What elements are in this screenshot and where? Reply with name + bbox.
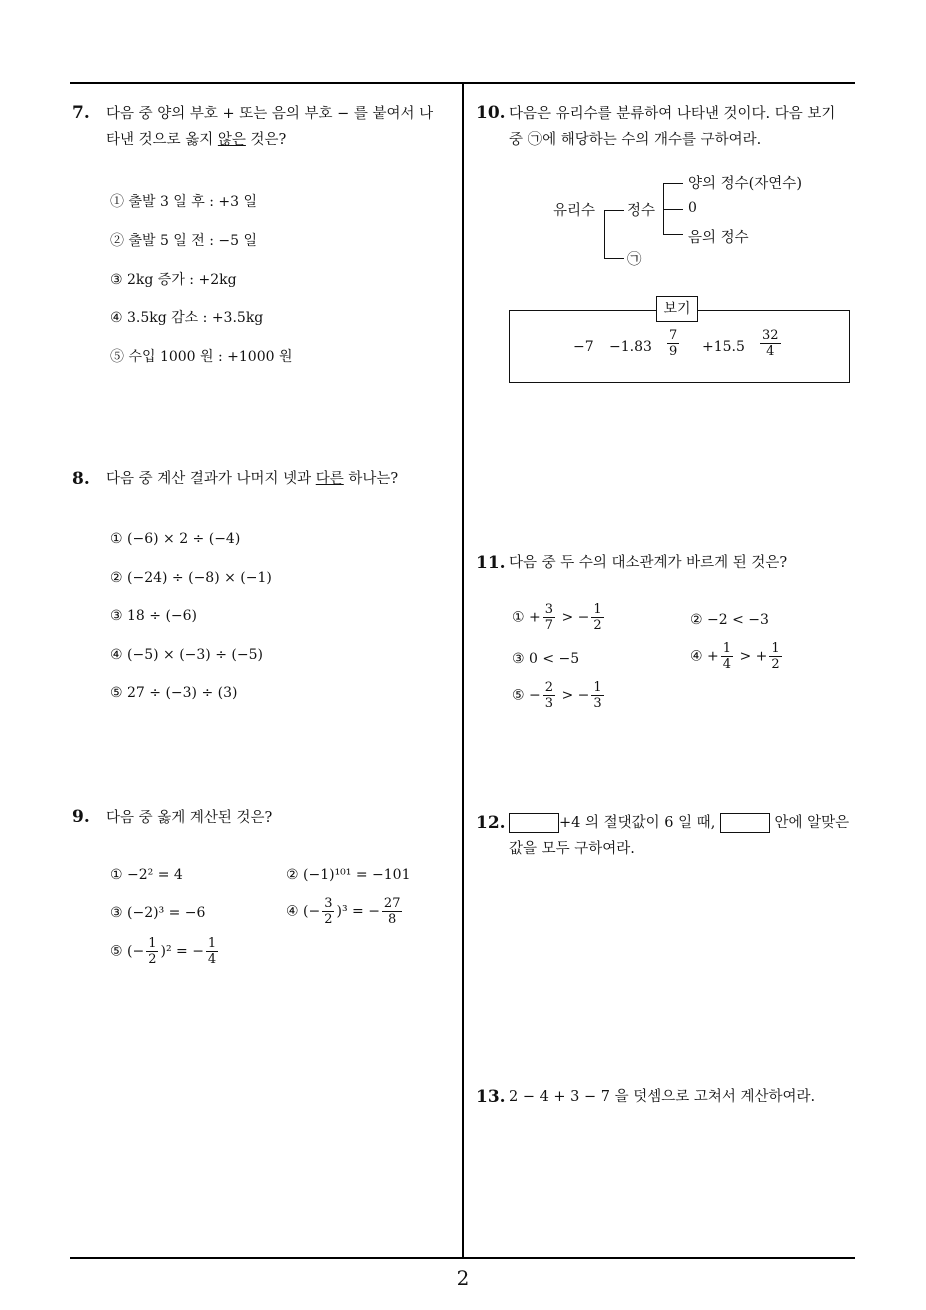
- q8-option-1[interactable]: ① (−6) × 2 ÷ (−4): [110, 531, 241, 547]
- q12-line2: 값을 모두 구하여라.: [509, 841, 635, 857]
- q8-option-2[interactable]: ② (−24) ÷ (−8) × (−1): [110, 570, 272, 586]
- page-number: 2: [456, 1266, 470, 1290]
- q8-option-4[interactable]: ④ (−5) × (−3) ÷ (−5): [110, 647, 263, 663]
- q9-question: 다음 중 옳게 계산된 것은?: [106, 810, 273, 826]
- bogi-value-3: $\frac{7}{9}$: [669, 328, 678, 359]
- q10-number: 10.: [476, 103, 506, 123]
- q11-option-4[interactable]: ④ + $\frac{1}{4}$ > + $\frac{1}{2}$: [690, 641, 780, 672]
- tree-line-other-h: [604, 258, 624, 259]
- q7-option-1[interactable]: ① 출발 3 일 후 : +3 일: [110, 194, 258, 210]
- q7-line1: 다음 중 양의 부호 + 또는 음의 부호 − 를 붙여서 나: [106, 106, 434, 122]
- q7-line2: 타낸 것으로 옳지 않은 것은?: [106, 132, 287, 148]
- q7-option-4[interactable]: ④ 3.5kg 감소 : +3.5kg: [110, 310, 264, 326]
- q11-option-3[interactable]: ③ 0 < −5: [512, 651, 580, 667]
- answer-blank-box-2[interactable]: [720, 813, 770, 833]
- q9-option-3[interactable]: ③ (−2)³ = −6: [110, 905, 206, 921]
- q9-number: 9.: [72, 807, 90, 827]
- q7-option-5[interactable]: ⑤ 수입 1000 원 : +1000 원: [110, 349, 293, 365]
- q9-option-2[interactable]: ② (−1)¹⁰¹ = −101: [286, 867, 411, 883]
- q10-line2: 중 ㉠에 해당하는 수의 개수를 구하여라.: [509, 132, 762, 148]
- q12-line1: +4 의 절댓값이 6 일 때, 안에 알맞은: [509, 810, 859, 836]
- q9-option-4[interactable]: ④ (− $\frac{3}{2}$ )³ = − $\frac{27}{8}$: [286, 896, 401, 927]
- q13-number: 13.: [476, 1087, 506, 1107]
- tree-other-label: ㉠: [627, 252, 642, 268]
- tree-negative-label: 음의 정수: [688, 230, 749, 246]
- q9-option-5[interactable]: ⑤ (− $\frac{1}{2}$ )² = − $\frac{1}{4}$: [110, 936, 217, 967]
- q7-option-2[interactable]: ② 출발 5 일 전 : −5 일: [110, 233, 258, 249]
- tree-root-label: 유리수: [553, 203, 596, 219]
- q8-option-5[interactable]: ⑤ 27 ÷ (−3) ÷ (3): [110, 685, 238, 701]
- q13-question: 2 − 4 + 3 − 7 을 덧셈으로 고쳐서 계산하여라.: [509, 1089, 816, 1105]
- q7-number: 7.: [72, 103, 90, 123]
- tree-integer-label: 정수: [627, 203, 656, 219]
- q10-line1: 다음은 유리수를 분류하여 나타낸 것이다. 다음 보기: [509, 106, 836, 122]
- q10-question: [509, 101, 859, 153]
- answer-blank-box[interactable]: [509, 813, 559, 833]
- q8-option-3[interactable]: ③ 18 ÷ (−6): [110, 608, 198, 624]
- q11-option-5[interactable]: ⑤ − $\frac{2}{3}$ > − $\frac{1}{3}$: [512, 680, 602, 711]
- bogi-value-2: −1.83: [609, 339, 652, 355]
- column-divider: [462, 82, 464, 1258]
- bogi-value-4: +15.5: [702, 339, 745, 355]
- q11-question: 다음 중 두 수의 대소관계가 바르게 된 것은?: [509, 555, 788, 571]
- q7-question: [106, 101, 456, 153]
- q8-question: 다음 중 계산 결과가 나머지 넷과 다른 하나는?: [106, 471, 399, 487]
- q11-number: 11.: [476, 553, 506, 573]
- q12-number: 12.: [476, 813, 506, 833]
- q12-question: [509, 810, 859, 862]
- q11-option-2[interactable]: ② −2 < −3: [690, 612, 769, 628]
- tree-line-root-v: [604, 210, 605, 258]
- tree-zero-label: 0: [688, 200, 697, 216]
- q8-underlined: 다른: [315, 471, 344, 487]
- q7-underlined: 않은: [217, 132, 246, 148]
- tree-positive-label: 양의 정수(자연수): [688, 176, 802, 192]
- tree-line-zero-h: [663, 209, 683, 210]
- bogi-value-5: $\frac{32}{4}$: [762, 328, 779, 359]
- bogi-title: 보기: [656, 296, 698, 322]
- tree-line-root-h: [604, 210, 624, 211]
- q9-option-1[interactable]: ① −2² = 4: [110, 867, 183, 883]
- q8-number: 8.: [72, 469, 90, 489]
- q11-option-1[interactable]: ① + $\frac{3}{7}$ > − $\frac{1}{2}$: [512, 602, 602, 633]
- tree-line-pos-h: [663, 183, 683, 184]
- bogi-value-1: −7: [573, 339, 594, 355]
- q7-option-3[interactable]: ③ 2kg 증가 : +2kg: [110, 272, 237, 288]
- tree-line-neg-h: [663, 234, 683, 235]
- bottom-rule: [70, 1257, 855, 1259]
